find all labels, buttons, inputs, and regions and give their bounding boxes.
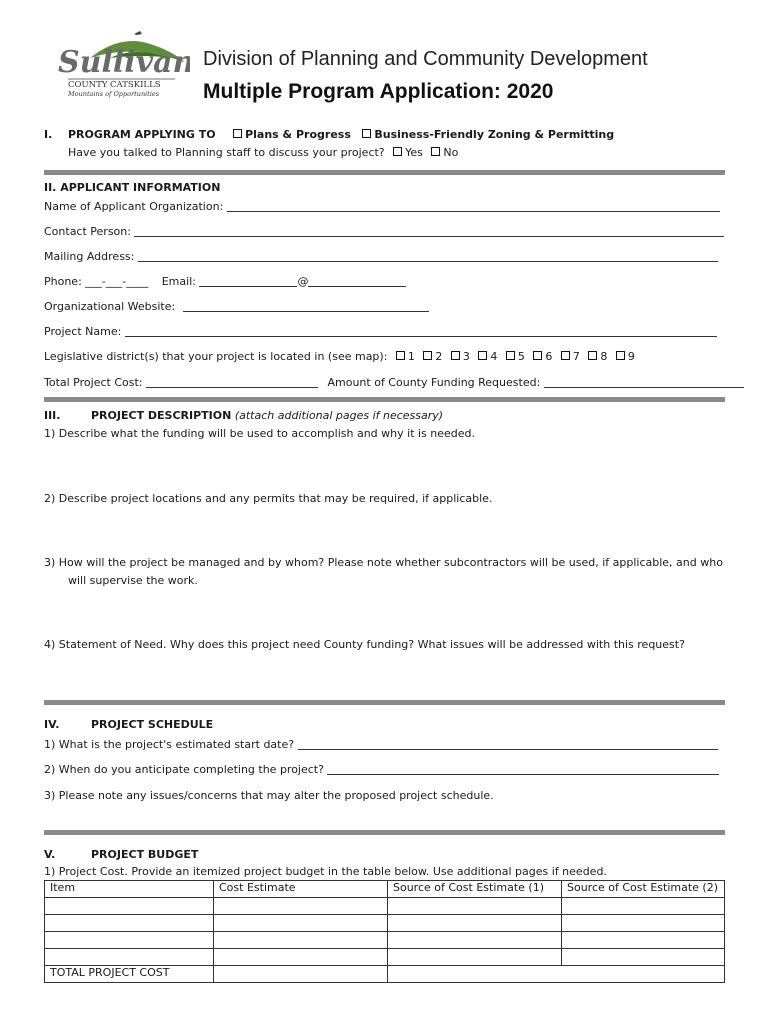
section1-title: PROGRAM APPLYING TO xyxy=(68,128,216,141)
section-divider xyxy=(44,170,725,175)
project-name-field[interactable] xyxy=(125,326,717,337)
schedule-q1-row xyxy=(44,738,718,751)
description-q1: 1) Describe what the funding will be used to accomplish and why it is needed. xyxy=(44,427,476,440)
section-divider xyxy=(44,397,725,402)
mailing-field[interactable] xyxy=(138,251,718,262)
project-name-label: Project Name: xyxy=(44,325,122,338)
division-title: Division of Planning and Community Development xyxy=(203,48,648,70)
total-cost-field[interactable] xyxy=(146,377,318,388)
cost-row xyxy=(44,376,744,389)
district-2-checkbox[interactable] xyxy=(423,351,432,360)
col-cost-estimate: Cost Estimate xyxy=(214,881,388,898)
district-3-checkbox[interactable] xyxy=(451,351,460,360)
district-9-label: 9 xyxy=(627,350,635,363)
section5-title: PROJECT BUDGET xyxy=(91,848,199,861)
section4-number: IV. xyxy=(44,718,60,731)
section2-title: II. APPLICANT INFORMATION xyxy=(44,181,221,194)
budget-q1: 1) Project Cost. Provide an itemized project budget in the table below. Use additional pages if needed. xyxy=(44,865,607,878)
table-row[interactable] xyxy=(45,898,725,915)
phone-field[interactable]: ___-___-____ xyxy=(85,275,149,288)
section3-heading xyxy=(91,409,443,422)
section3-note: (attach additional pages if necessary) xyxy=(234,409,444,422)
district-6-checkbox[interactable] xyxy=(533,351,542,360)
description-q2: 2) Describe project locations and any permits that may be required, if applicable. xyxy=(44,492,493,505)
total-source-cell[interactable] xyxy=(388,966,725,983)
schedule-q2: 2) When do you anticipate completing the project? xyxy=(44,763,324,776)
org-label: Name of Applicant Organization: xyxy=(44,200,224,213)
no-label: No xyxy=(443,146,459,159)
districts-label: Legislative district(s) that your project is located in (see map): xyxy=(44,350,388,363)
website-field[interactable] xyxy=(183,301,429,312)
district-2-label: 2 xyxy=(435,350,443,363)
district-3-label: 3 xyxy=(462,350,470,363)
district-9-checkbox[interactable] xyxy=(616,351,625,360)
plans-progress-checkbox[interactable] xyxy=(233,129,242,138)
zoning-permitting-checkbox[interactable] xyxy=(362,129,371,138)
yes-label: Yes xyxy=(405,146,423,159)
section-divider xyxy=(44,700,725,705)
section4-title: PROJECT SCHEDULE xyxy=(91,718,214,731)
contact-label: Contact Person: xyxy=(44,225,131,238)
project-name-row xyxy=(44,325,717,338)
staff-question: Have you talked to Planning staff to discuss your project? xyxy=(68,146,385,159)
table-row[interactable] xyxy=(45,932,725,949)
budget-table xyxy=(44,880,725,983)
district-5-label: 5 xyxy=(517,350,525,363)
total-row xyxy=(45,966,725,983)
logo-tagline: Mountains of Opportunities xyxy=(68,90,160,98)
section1-program-row xyxy=(68,128,614,141)
col-item: Item xyxy=(45,881,214,898)
county-funding-field[interactable] xyxy=(544,377,744,388)
county-funding-label: Amount of County Funding Requested: xyxy=(327,376,541,389)
zoning-permitting-label: Business-Friendly Zoning & Permitting xyxy=(374,128,615,141)
page-title: Multiple Program Application: 2020 xyxy=(203,80,554,103)
email-domain-field[interactable] xyxy=(308,276,406,287)
districts-row xyxy=(44,350,635,363)
staff-question-row xyxy=(68,146,458,159)
logo-wordmark: Sullivan xyxy=(58,45,190,80)
schedule-q2-row xyxy=(44,763,719,776)
total-label: TOTAL PROJECT COST xyxy=(45,966,214,983)
email-at: @ xyxy=(297,275,309,288)
district-8-checkbox[interactable] xyxy=(588,351,597,360)
district-1-label: 1 xyxy=(407,350,415,363)
mailing-label: Mailing Address: xyxy=(44,250,135,263)
col-source-1: Source of Cost Estimate (1) xyxy=(388,881,562,898)
table-header-row xyxy=(45,881,725,898)
section3-number: III. xyxy=(44,409,61,422)
no-checkbox[interactable] xyxy=(431,147,440,156)
description-q3-cont: will supervise the work. xyxy=(68,574,198,587)
district-8-label: 8 xyxy=(600,350,608,363)
section-divider xyxy=(44,830,725,835)
email-label: Email: xyxy=(161,275,196,288)
contact-field[interactable] xyxy=(134,226,724,237)
email-user-field[interactable] xyxy=(199,276,297,287)
district-6-label: 6 xyxy=(545,350,553,363)
org-field[interactable] xyxy=(227,201,720,212)
start-date-field[interactable] xyxy=(298,739,718,750)
total-cost-label: Total Project Cost: xyxy=(44,376,143,389)
schedule-q1: 1) What is the project's estimated start date? xyxy=(44,738,295,751)
district-4-label: 4 xyxy=(490,350,498,363)
description-q4: 4) Statement of Need. Why does this project need County funding? What issues will be addressed with this request? xyxy=(44,638,685,651)
district-7-checkbox[interactable] xyxy=(561,351,570,360)
plans-progress-label: Plans & Progress xyxy=(245,128,351,141)
district-7-label: 7 xyxy=(572,350,580,363)
col-source-2: Source of Cost Estimate (2) xyxy=(562,881,725,898)
yes-checkbox[interactable] xyxy=(393,147,402,156)
district-1-checkbox[interactable] xyxy=(396,351,405,360)
table-row[interactable] xyxy=(45,915,725,932)
total-cost-cell[interactable] xyxy=(214,966,388,983)
completion-date-field[interactable] xyxy=(327,764,719,775)
phone-email-row xyxy=(44,275,406,288)
section3-title: PROJECT DESCRIPTION xyxy=(91,409,232,422)
phone-label: Phone: xyxy=(44,275,82,288)
schedule-q3: 3) Please note any issues/concerns that may alter the proposed project schedule. xyxy=(44,789,494,802)
description-q3: 3) How will the project be managed and by whom? Please note whether subcontractors will be used, if applicable, and who xyxy=(44,556,723,569)
website-label: Organizational Website: xyxy=(44,300,176,313)
section5-number: V. xyxy=(44,848,56,861)
website-row xyxy=(44,300,429,313)
org-row xyxy=(44,200,720,213)
table-row[interactable] xyxy=(45,949,725,966)
logo-subtitle: COUNTY CATSKILLS xyxy=(68,80,161,90)
district-4-checkbox[interactable] xyxy=(478,351,487,360)
section1-number: I. xyxy=(44,128,53,141)
district-5-checkbox[interactable] xyxy=(506,351,515,360)
contact-row xyxy=(44,225,724,238)
mailing-row xyxy=(44,250,718,263)
